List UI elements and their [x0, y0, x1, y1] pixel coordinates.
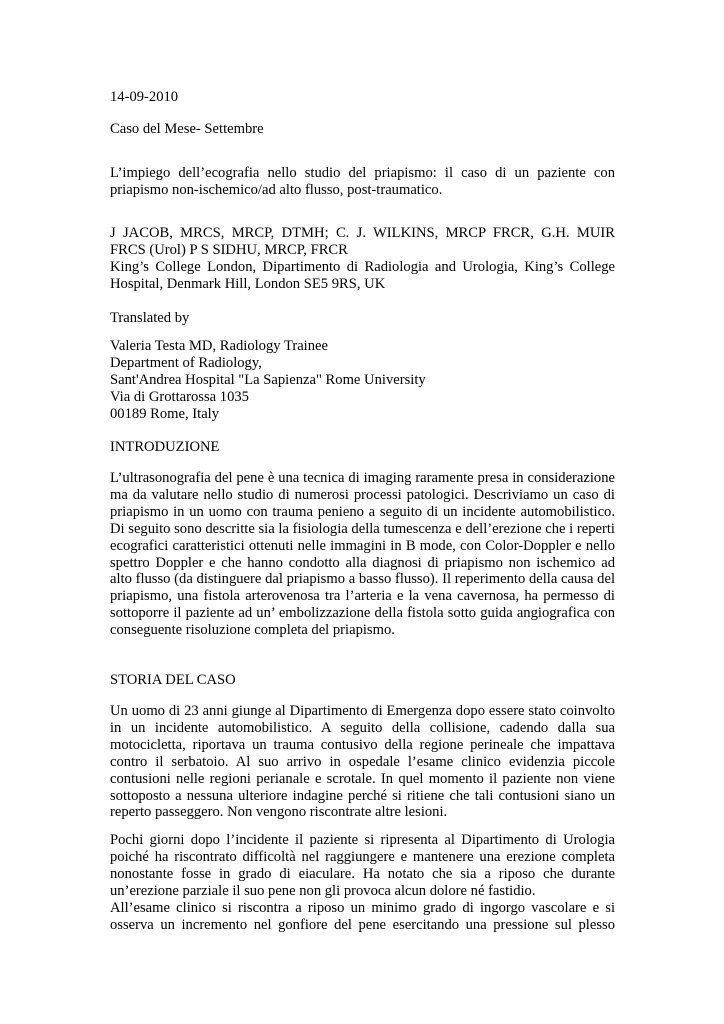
intro-line: alto flusso (da distinguere dal priapismo a basso flusso). Il reperimento della causa del [110, 571, 615, 588]
authors-line: FRCS (Urol) P S SIDHU, MRCP, FRCR [110, 241, 348, 258]
translator-line: Valeria Testa MD, Radiology Trainee [110, 338, 328, 354]
translator-block [110, 338, 426, 423]
history-line: sottoposto a nessuna ulteriore indagine perché si ritiene che tali contusioni siano un [110, 787, 615, 804]
history-line: motocicletta, riportava un trauma contusivo della regione perineale che impattava [110, 736, 615, 753]
history-line: All’esame clinico si riscontra a riposo un minimo grado di ingorgo vascolare e si [110, 899, 615, 916]
intro-line: ecografici caratteristici ottenuti nelle immagini in B mode, con Color-Doppler e nello [110, 537, 615, 554]
authors-block [110, 225, 615, 293]
title-line: L’impiego dell’ecografia nello studio del priapismo: il caso di un paziente con [110, 165, 615, 181]
history-line: nonostante fosse in grado di eiaculare. Ha notato che sia a riposo che durante [110, 865, 615, 882]
date: 14-09-2010 [110, 89, 179, 105]
history-line: in un incidente automobilistico. A seguito della collisione, cadendo dalla sua [110, 719, 615, 736]
intro-line: priapismo, una fistola arterovenosa tra l’arteria e la vena cavernosa, ha permesso di [110, 588, 615, 605]
history-line: Un uomo di 23 anni giunge al Dipartimento di Emergenza dopo essere stato coinvolto [110, 703, 615, 719]
intro-line: Di seguito sono descritte sia la fisiologia della tumescenza e dell’erezione che i reperti [110, 520, 615, 537]
history-line: un’erezione parziale il suo pene non gli provoca alcun dolore né fastidio. [110, 882, 536, 899]
affiliation-line: Hospital, Denmark Hill, London SE5 9RS, UK [110, 275, 386, 292]
case-label: Caso del Mese- Settembre [110, 121, 264, 137]
translator-line: Via di Grottarossa 1035 [110, 388, 249, 405]
history-line: poiché ha riscontrato difficoltà nel raggiungere e mantenere una erezione completa [110, 848, 615, 865]
translated-by-label: Translated by [110, 310, 190, 326]
translator-line: Department of Radiology, [110, 354, 262, 371]
intro-heading: INTRODUZIONE [110, 439, 220, 455]
history-heading: STORIA DEL CASO [110, 672, 236, 688]
intro-line: conseguente risoluzione completa del priapismo. [110, 622, 395, 639]
intro-line: spettro Doppler e che hanno condotto alla diagnosi di priapismo non ischemico ad [110, 554, 615, 571]
translator-line: 00189 Rome, Italy [110, 405, 220, 422]
history-line: Pochi giorni dopo l’incidente il paziente si ripresenta al Dipartimento di Urologia [110, 832, 615, 848]
history-line: osserva un incremento nel gonfiore del pene esercitando una pressione sul plesso [110, 916, 615, 933]
authors-line: J JACOB, MRCS, MRCP, DTMH; C. J. WILKINS, MRCP FRCR, G.H. MUIR [110, 225, 615, 241]
article-title [110, 165, 615, 199]
intro-line: sottoporre il paziente ad un’ embolizzazione della fistola sotto guida angiografica con [110, 605, 615, 622]
history-paragraph-2 [110, 832, 615, 933]
history-line: reperto passeggero. Non vengono riscontrate altre lesioni. [110, 804, 448, 821]
translator-line: Sant'Andrea Hospital "La Sapienza" Rome University [110, 371, 426, 388]
history-line: contusioni nelle regioni perianale e scrotale. In quel momento il paziente non viene [110, 770, 615, 787]
title-line: priapismo non-ischemico/ad alto flusso, post-traumatico. [110, 181, 443, 198]
affiliation-line: King’s College London, Dipartimento di Radiologia and Urologia, King’s College [110, 258, 615, 275]
history-line: contro il serbatoio. Al suo arrivo in ospedale l’esame clinico evidenzia piccole [110, 753, 615, 770]
intro-line: ma da valutare nello studio di numerosi processi patologici. Descriviamo un caso di [110, 486, 615, 503]
intro-paragraph [110, 470, 615, 639]
intro-line: L’ultrasonografia del pene è una tecnica di imaging raramente presa in considerazione [110, 470, 615, 486]
intro-line: priapismo in un uomo con trauma penieno a seguito di un incidente automobilistico. [110, 503, 615, 520]
history-paragraph-1 [110, 703, 615, 821]
